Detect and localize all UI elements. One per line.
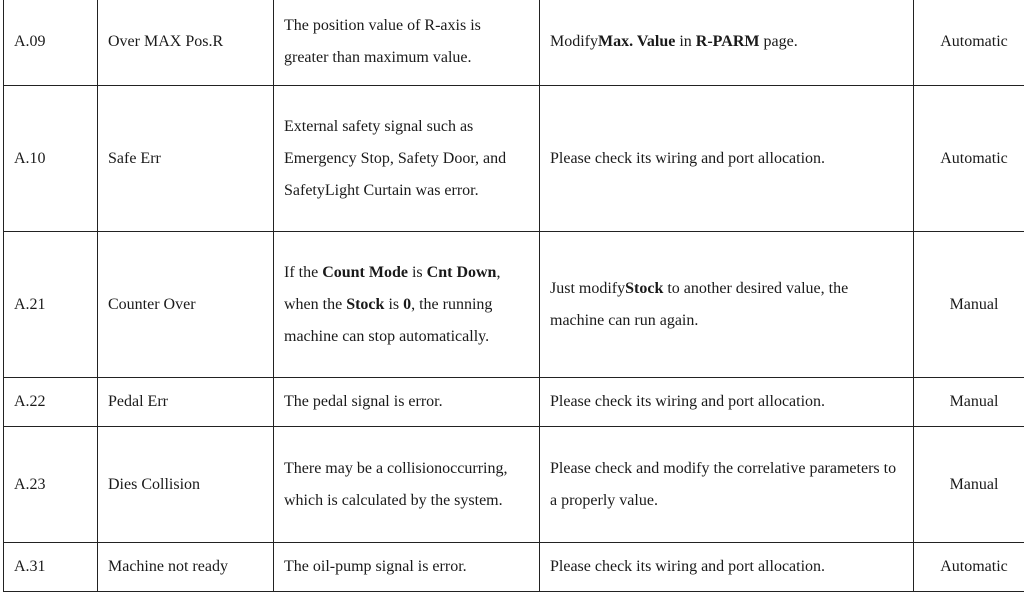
alarm-description: [274, 427, 540, 543]
text-segment: , when the: [284, 263, 501, 313]
bold-text-segment: Stock: [625, 279, 664, 297]
text-segment: page.: [759, 33, 798, 50]
text-segment: Modify: [550, 33, 598, 50]
alarm-name: Pedal Err: [98, 378, 274, 427]
alarm-name: Machine not ready: [98, 543, 274, 592]
text-segment: The pedal signal is error.: [284, 393, 443, 410]
bold-text-segment: Max. Value: [598, 33, 676, 50]
alarm-name: Counter Over: [98, 232, 274, 378]
alarm-reset-mode: Automatic: [914, 543, 1024, 592]
text-segment: to another desired value, the machine can run again.: [550, 279, 849, 329]
table-row: [4, 86, 1024, 232]
text-segment: Please check its wiring and port allocation.: [550, 558, 826, 575]
table-row: [4, 378, 1024, 427]
bold-text-segment: Stock: [346, 295, 385, 313]
alarm-code: A.22: [4, 378, 98, 427]
alarm-reset-mode: Manual: [914, 427, 1024, 543]
alarm-reset-mode: Automatic: [914, 0, 1024, 86]
bold-text-segment: Cnt Down: [426, 263, 497, 281]
text-segment: The oil-pump signal is error.: [284, 558, 467, 575]
text-segment: Please check and modify the correlative parameters to a properly value.: [550, 459, 897, 509]
alarm-code: A.21: [4, 232, 98, 378]
alarm-reset-mode: Automatic: [914, 86, 1024, 232]
alarm-solution: [540, 543, 914, 592]
text-segment: Just modify: [550, 279, 626, 297]
table-row: [4, 427, 1024, 543]
alarm-table: [3, 0, 1024, 592]
alarm-reset-mode: Manual: [914, 232, 1024, 378]
bold-text-segment: R-PARM: [695, 33, 760, 50]
table-row: [4, 543, 1024, 592]
alarm-solution: [540, 86, 914, 232]
alarm-solution: [540, 0, 914, 86]
text-segment: There may be a collisionoccurring, which is calculated by the system.: [284, 459, 508, 509]
text-segment: If the: [284, 263, 323, 281]
text-segment: Please check its wiring and port allocation.: [550, 149, 826, 167]
alarm-description: [274, 0, 540, 86]
table-row: [4, 232, 1024, 378]
table-row: [4, 0, 1024, 86]
text-segment: is: [384, 295, 404, 313]
alarm-solution: [540, 427, 914, 543]
text-segment: The position value of R-axis is greater than maximum value.: [284, 17, 481, 66]
alarm-code: A.23: [4, 427, 98, 543]
text-segment: Please check its wiring and port allocation.: [550, 393, 826, 410]
text-segment: External safety signal such as Emergency Stop, Safety Door, and SafetyLight Curtain was error.: [284, 117, 507, 199]
alarm-reset-mode: Manual: [914, 378, 1024, 427]
text-segment: in: [675, 33, 696, 50]
alarm-solution: [540, 232, 914, 378]
text-segment: , the running machine can stop automatically.: [284, 295, 493, 345]
alarm-code: A.09: [4, 0, 98, 86]
bold-text-segment: 0: [403, 295, 412, 313]
alarm-name: Safe Err: [98, 86, 274, 232]
alarm-code: A.10: [4, 86, 98, 232]
text-segment: is: [407, 263, 427, 281]
alarm-code: A.31: [4, 543, 98, 592]
alarm-description: [274, 232, 540, 378]
alarm-description: [274, 86, 540, 232]
alarm-name: Over MAX Pos.R: [98, 0, 274, 86]
alarm-description: [274, 378, 540, 427]
alarm-name: Dies Collision: [98, 427, 274, 543]
alarm-solution: [540, 378, 914, 427]
alarm-description: [274, 543, 540, 592]
bold-text-segment: Count Mode: [322, 263, 408, 281]
